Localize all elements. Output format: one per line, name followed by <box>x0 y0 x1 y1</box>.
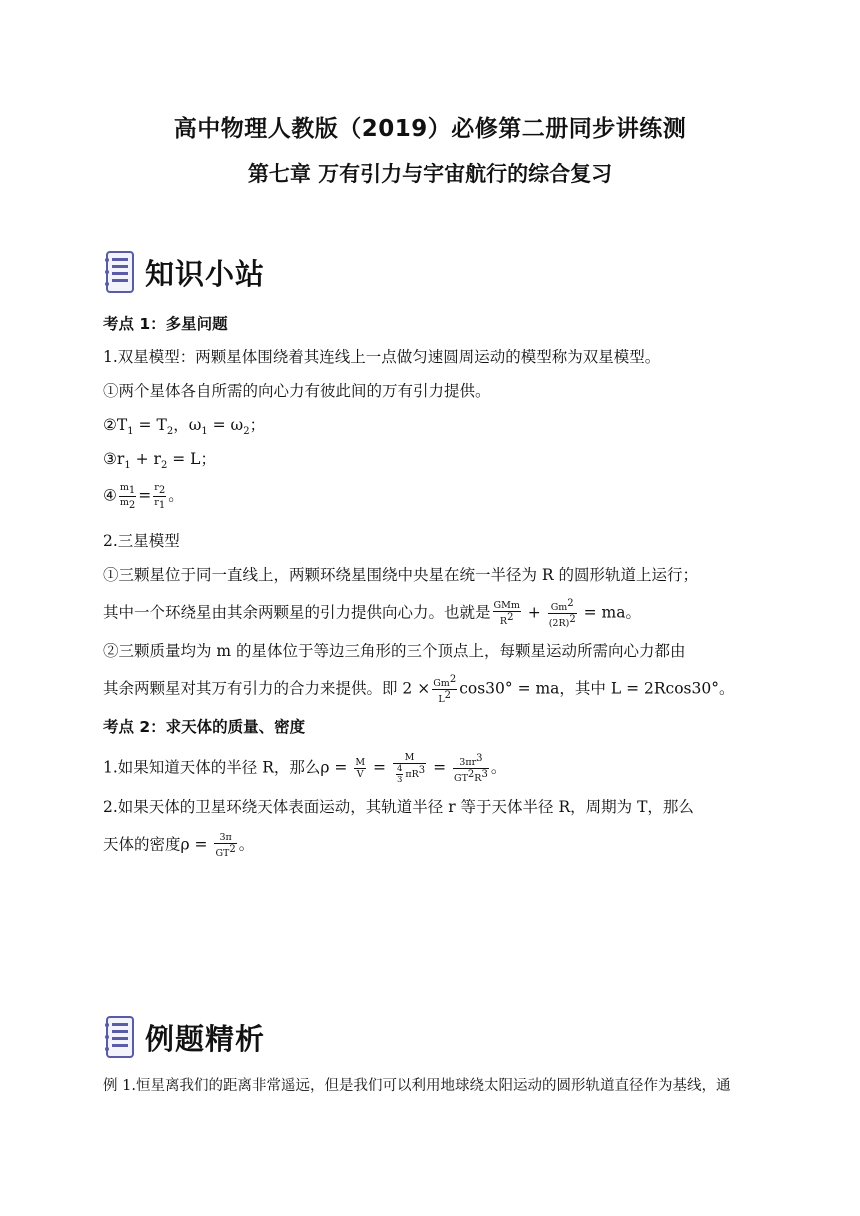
kp1-line2: ①两个星体各自所需的向心力有彼此间的万有引力提供。 <box>103 382 491 400</box>
kp2-line2: 2.如果天体的卫星环绕天体表面运动，其轨道半径 r 等于天体半径 R，周期为 T，那么 <box>103 798 694 816</box>
kp2-line3: 天体的密度ρ = $\frac{3\pi}{GT^2}$ 。 <box>103 832 255 860</box>
kp1-line10-mid: cos30° = ma，其中 L = 2Rcos30°。 <box>459 679 735 698</box>
formula-mass-ratio: $\frac{m_1}{m_2}$ <box>119 482 136 511</box>
formula-density-surface: $\frac{3\pi}{GT^2}$ <box>215 832 236 860</box>
formula-density-orbit: $\frac{3\pi r^3}{GT^2R^3}$ <box>453 752 488 785</box>
kp2-line1: 1.如果知道天体的半径 R，那么ρ = $\frac{M}{V}$ = M $\frac{4}{3}$ $\pi R^3$ = $\frac{3\pi r^3}{GT^2R^3}$ 。 <box>103 752 507 785</box>
kp1-line5: ④ $\frac{m_1}{m_2}$ = $\frac{r_2}{r_1}$ 。 <box>103 482 184 511</box>
notebook-icon <box>103 250 137 294</box>
kp1-line8: 其中一个环绕星由其余两颗星的引力提供向心力。也就是 $\frac{\text{GMm}}{R^2}$ + $\frac{Gm^2}{(2R)^2}$ = ma。 <box>103 598 641 630</box>
section-examples-label: 例题精析 <box>145 1021 266 1056</box>
kp1-line3-prefix: ② <box>103 416 117 434</box>
example-1: 例 1.恒星离我们的距离非常遥远，但是我们可以利用地球绕太阳运动的圆形轨道直径作为基线，通 <box>103 1078 731 1094</box>
formula-period-equal: $T_1 = T_2$，$\omega_1 = \omega_2$； <box>116 416 266 438</box>
formula-m-over-v: $\frac{M}{V}$ <box>355 757 366 780</box>
kp1-line5-prefix: ④ <box>103 486 117 505</box>
formula-radius-ratio: $\frac{r_2}{r_1}$ <box>154 482 166 511</box>
kp1-line10-prefix: 其余两颗星对其万有引力的合力来提供。即 2 × <box>103 679 431 698</box>
kp1-line9: ②三颗质量均为 m 的星体位于等边三角形的三个顶点上，每颗星运动所需向心力都由 <box>103 642 686 660</box>
formula-m-over-volume: M $\frac{4}{3}$ $\pi R^3$ <box>393 752 426 785</box>
notebook-icon <box>103 1015 137 1059</box>
kp1-line8-prefix: 其中一个环绕星由其余两颗星的引力提供向心力。也就是 <box>103 603 491 622</box>
kp2-line3-prefix: 天体的密度ρ = <box>103 835 208 854</box>
kp2-title: 考点 2：求天体的质量、密度 <box>103 718 306 736</box>
kp1-title: 考点 1：多星问题 <box>103 315 228 333</box>
kp1-line3 <box>103 414 265 443</box>
formula-gm2-l2: $\frac{Gm^2}{L^2}$ <box>433 674 457 706</box>
kp1-line7: ①三颗星位于同一直线上，两颗环绕星围绕中央星在统一半径为 R 的圆形轨道上运行； <box>103 566 699 584</box>
chapter-subtitle: 第七章 万有引力与宇宙航行的综合复习 <box>247 162 613 186</box>
kp2-line1-prefix: 1.如果知道天体的半径 R，那么ρ = <box>103 758 348 777</box>
kp1-line10 <box>103 674 734 705</box>
document-title: 高中物理人教版（2019）必修第二册同步讲练测 <box>173 116 687 142</box>
kp1-line4-prefix: ③ <box>103 450 117 468</box>
kp1-line1: 1.双星模型：两颗星体围绕着其连线上一点做匀速圆周运动的模型称为双星模型。 <box>103 348 661 366</box>
formula-gmm-r2: $\frac{\text{GMm}}{R^2}$ <box>493 600 520 628</box>
kp1-line6: 2.三星模型 <box>103 532 180 550</box>
kp1-line4 <box>103 448 216 477</box>
section-knowledge-header <box>103 248 265 296</box>
section-knowledge-label: 知识小站 <box>145 256 266 291</box>
formula-radius-sum: $r_1 + r_2 = L$； <box>116 450 216 472</box>
section-examples-header <box>103 1013 265 1061</box>
formula-gm2-2r2: $\frac{Gm^2}{(2R)^2}$ <box>548 598 576 630</box>
